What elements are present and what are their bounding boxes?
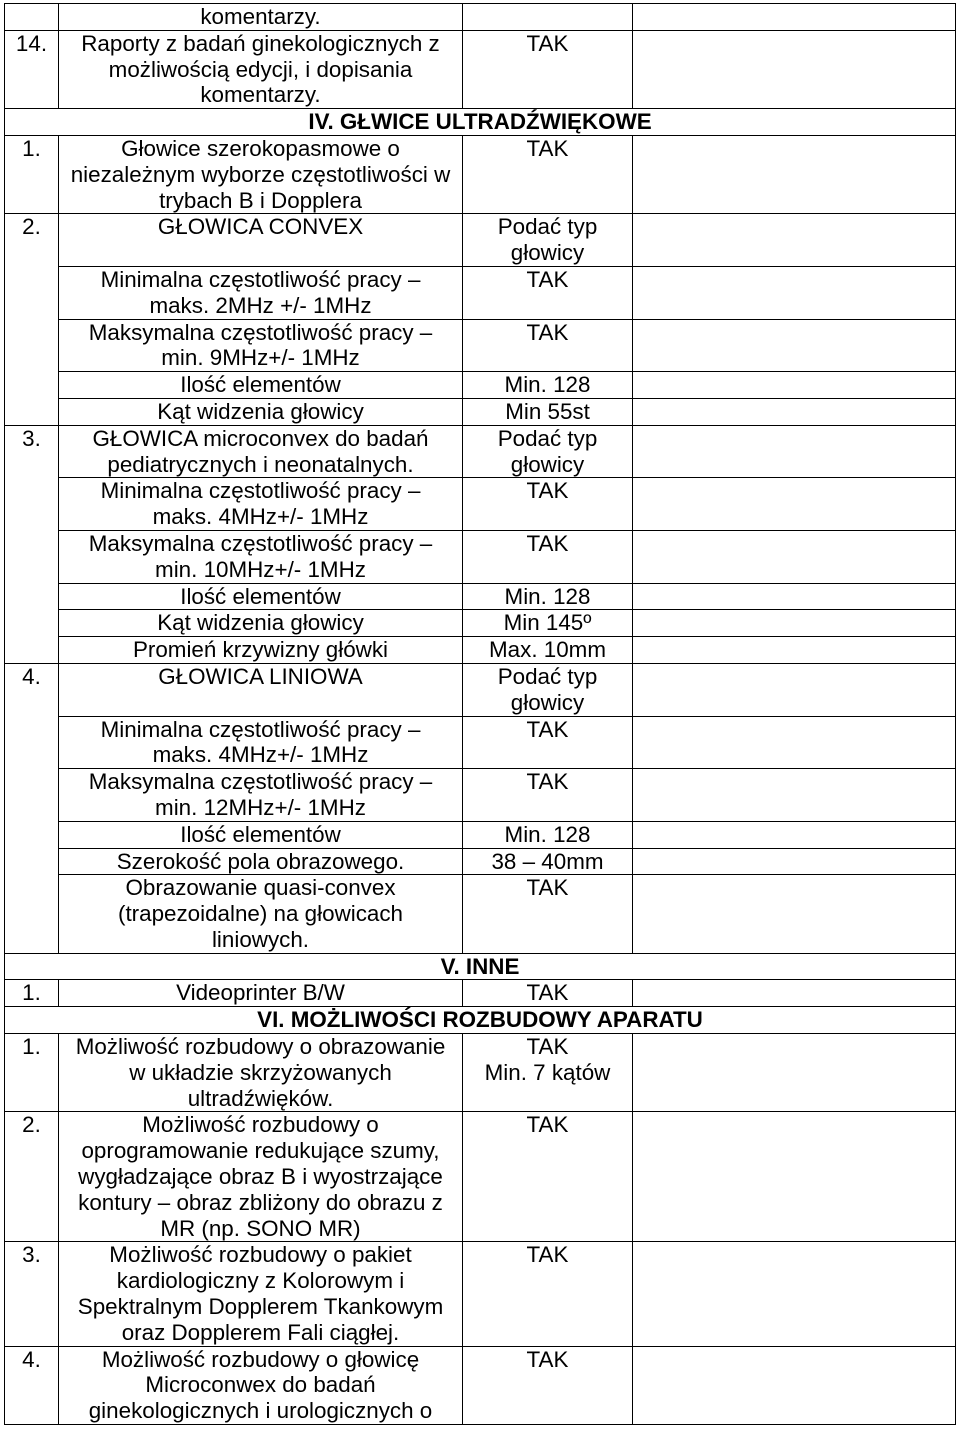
section-header-row (5, 953, 956, 980)
parameter-description: Kąt widzenia głowicy (59, 398, 463, 425)
parameter-description: Kąt widzenia głowicy (59, 610, 463, 637)
table-row (5, 980, 956, 1007)
table-row (5, 1346, 956, 1424)
parameter-description: Ilość elementów (59, 583, 463, 610)
parameter-requirement: TAK (463, 875, 633, 953)
parameter-requirement: TAK (463, 266, 633, 319)
item-number (5, 4, 59, 31)
offered-value-cell (633, 637, 956, 664)
item-number: 2. (5, 214, 59, 425)
parameter-row (5, 875, 956, 953)
item-description: Możliwość rozbudowy o głowicę Microconwex do badań ginekologicznych i urologicznych o (59, 1346, 463, 1424)
parameter-requirement: TAK (463, 769, 633, 822)
table-row (5, 30, 956, 108)
item-description: Videoprinter B/W (59, 980, 463, 1007)
offered-value-cell (633, 583, 956, 610)
offered-value-cell (633, 266, 956, 319)
parameter-description: Maksymalna częstotliwość pracy – min. 10MHz+/- 1MHz (59, 530, 463, 583)
item-number: 3. (5, 425, 59, 663)
table-row (5, 214, 956, 267)
parameter-description: Minimalna częstotliwość pracy – maks. 2MHz +/- 1MHz (59, 266, 463, 319)
offered-value-cell (633, 821, 956, 848)
item-description: Możliwość rozbudowy o pakiet kardiologiczny z Kolorowym i Spektralnym Dopplerem Tkankowym oraz Dopplerem Fali ciągłej. (59, 1242, 463, 1346)
requirement-value: Podać typ głowicy (463, 425, 633, 478)
item-number: 1. (5, 980, 59, 1007)
table-row (5, 1112, 956, 1242)
offered-value-cell (633, 610, 956, 637)
item-number: 3. (5, 1242, 59, 1346)
table-row (5, 663, 956, 716)
table-row (5, 1034, 956, 1112)
item-description: GŁOWICA CONVEX (59, 214, 463, 267)
parameter-requirement: Min. 128 (463, 821, 633, 848)
offered-value-cell (633, 1112, 956, 1242)
parameter-row (5, 319, 956, 372)
offered-value-cell (633, 398, 956, 425)
parameter-row (5, 398, 956, 425)
offered-value-cell (633, 319, 956, 372)
parameter-requirement: TAK (463, 530, 633, 583)
offered-value-cell (633, 875, 956, 953)
requirement-value: TAK Min. 7 kątów (463, 1034, 633, 1112)
offered-value-cell (633, 1034, 956, 1112)
requirement-value: TAK (463, 30, 633, 108)
parameter-requirement: Max. 10mm (463, 637, 633, 664)
parameter-requirement: Min. 128 (463, 583, 633, 610)
table-row (5, 425, 956, 478)
item-number: 4. (5, 663, 59, 953)
item-number: 2. (5, 1112, 59, 1242)
requirement-value: Podać typ głowicy (463, 214, 633, 267)
parameter-row (5, 530, 956, 583)
offered-value-cell (633, 663, 956, 716)
parameter-requirement: TAK (463, 716, 633, 769)
parameter-description: Promień krzywizny główki (59, 637, 463, 664)
requirement-value: TAK (463, 1346, 633, 1424)
parameter-requirement: Min 55st (463, 398, 633, 425)
offered-value-cell (633, 716, 956, 769)
parameter-requirement: Min. 128 (463, 372, 633, 399)
parameter-row (5, 848, 956, 875)
parameter-row (5, 583, 956, 610)
parameter-description: Obrazowanie quasi-convex (trapezoidalne) na głowicach liniowych. (59, 875, 463, 953)
table-row (5, 4, 956, 31)
offered-value-cell (633, 530, 956, 583)
requirement-value: TAK (463, 135, 633, 213)
offered-value-cell (633, 769, 956, 822)
offered-value-cell (633, 1242, 956, 1346)
parameter-requirement: TAK (463, 478, 633, 531)
parameter-description: Minimalna częstotliwość pracy – maks. 4MHz+/- 1MHz (59, 478, 463, 531)
offered-value-cell (633, 4, 956, 31)
offered-value-cell (633, 372, 956, 399)
item-description: GŁOWICA LINIOWA (59, 663, 463, 716)
item-description: GŁOWICA microconvex do badań pediatrycznych i neonatalnych. (59, 425, 463, 478)
offered-value-cell (633, 1346, 956, 1424)
parameter-row (5, 637, 956, 664)
item-number: 14. (5, 30, 59, 108)
offered-value-cell (633, 214, 956, 267)
section-header-row (5, 109, 956, 136)
item-description: Raporty z badań ginekologicznych z możliwością edycji, i dopisania komentarzy. (59, 30, 463, 108)
item-description: Głowice szerokopasmowe o niezależnym wyborze częstotliwości w trybach B i Dopplera (59, 135, 463, 213)
section-title: IV. GŁWICE ULTRADŹWIĘKOWE (5, 109, 956, 136)
parameter-description: Ilość elementów (59, 372, 463, 399)
section-header-row (5, 1007, 956, 1034)
requirement-value: Podać typ głowicy (463, 663, 633, 716)
item-description: komentarzy. (59, 4, 463, 31)
requirement-value: TAK (463, 1242, 633, 1346)
section-title: VI. MOŻLIWOŚCI ROZBUDOWY APARATU (5, 1007, 956, 1034)
parameter-description: Maksymalna częstotliwość pracy – min. 12MHz+/- 1MHz (59, 769, 463, 822)
requirement-value (463, 4, 633, 31)
offered-value-cell (633, 135, 956, 213)
parameter-row (5, 372, 956, 399)
offered-value-cell (633, 478, 956, 531)
parameter-description: Minimalna częstotliwość pracy – maks. 4MHz+/- 1MHz (59, 716, 463, 769)
parameter-row (5, 478, 956, 531)
parameter-description: Ilość elementów (59, 821, 463, 848)
item-number: 1. (5, 135, 59, 213)
parameter-row (5, 266, 956, 319)
parameter-row (5, 821, 956, 848)
table-row (5, 1242, 956, 1346)
item-number: 1. (5, 1034, 59, 1112)
offered-value-cell (633, 425, 956, 478)
offered-value-cell (633, 980, 956, 1007)
item-description: Możliwość rozbudowy o obrazowanie w układzie skrzyżowanych ultradźwięków. (59, 1034, 463, 1112)
parameter-requirement: TAK (463, 319, 633, 372)
parameter-row (5, 610, 956, 637)
item-number: 4. (5, 1346, 59, 1424)
table-row (5, 135, 956, 213)
item-description: Możliwość rozbudowy o oprogramowanie redukujące szumy, wygładzające obraz B i wyostrzające kontury – obraz zbliżony do obrazu z MR (np. SONO MR) (59, 1112, 463, 1242)
parameter-requirement: 38 – 40mm (463, 848, 633, 875)
offered-value-cell (633, 848, 956, 875)
parameter-requirement: Min 145º (463, 610, 633, 637)
parameter-row (5, 716, 956, 769)
parameter-description: Maksymalna częstotliwość pracy – min. 9MHz+/- 1MHz (59, 319, 463, 372)
parameter-row (5, 769, 956, 822)
offered-value-cell (633, 30, 956, 108)
parameter-description: Szerokość pola obrazowego. (59, 848, 463, 875)
requirement-value: TAK (463, 980, 633, 1007)
specification-table (4, 3, 956, 1425)
requirement-value: TAK (463, 1112, 633, 1242)
section-title: V. INNE (5, 953, 956, 980)
